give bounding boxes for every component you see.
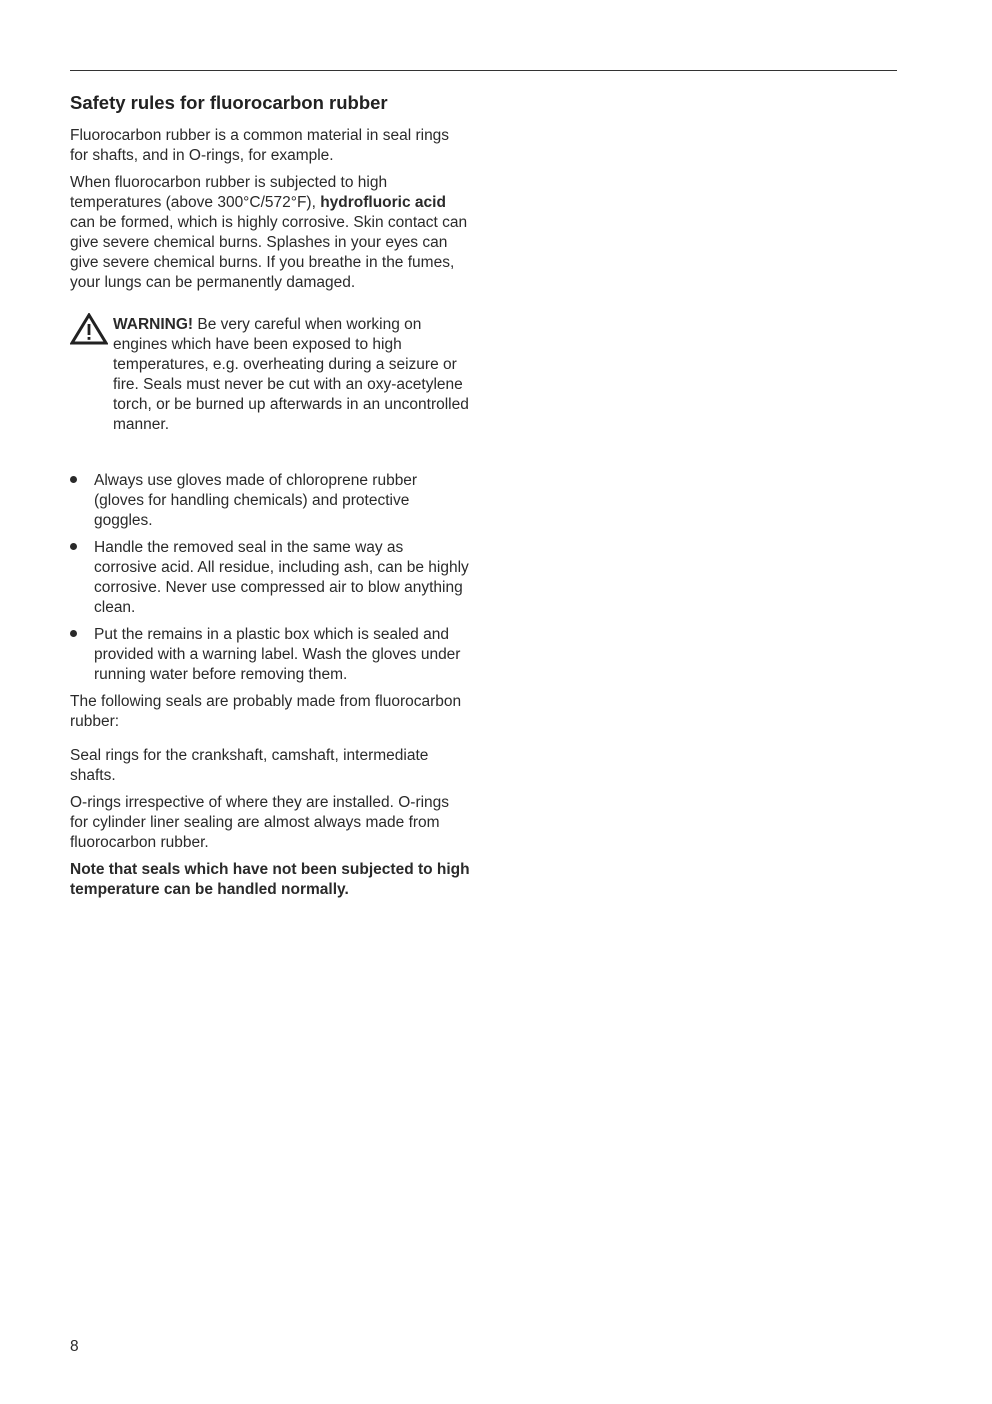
- warning-label: WARNING!: [113, 316, 194, 333]
- hazard-paragraph: [70, 173, 470, 293]
- intro-paragraph: Fluorocarbon rubber is a common material in seal rings for shafts, and in O-rings, for example.: [70, 127, 450, 164]
- list-item: Put the remains in a plastic box which is sealed and provided with a warning label. Wash the gloves under running water before removing them.: [70, 625, 470, 685]
- section-heading: Safety rules for fluorocarbon rubber: [70, 92, 388, 113]
- safety-list: [70, 471, 470, 685]
- note-paragraph: Note that seals which have not been subjected to high temperature can be handled normally.: [70, 861, 470, 898]
- content-column: [70, 90, 470, 907]
- o-rings-paragraph: O-rings irrespective of where they are installed. O-rings for cylinder liner sealing are almost always made from fluorocarbon rubber.: [70, 794, 450, 851]
- seal-rings-paragraph: Seal rings for the crankshaft, camshaft, intermediate shafts.: [70, 747, 429, 784]
- hazard-text-before: When fluorocarbon rubber is subjected to high temperatures (above 300°C/572°F),: [70, 174, 388, 211]
- hazard-text-after: can be formed, which is highly corrosive. Skin contact can give severe chemical burns. Splashes in your eyes can give severe chemical burns. If you breathe in the fumes, your lungs can be permanently damaged.: [70, 214, 468, 291]
- header-rule: [70, 70, 897, 71]
- bullet-icon: [70, 543, 77, 550]
- list-item: Always use gloves made of chloroprene rubber (gloves for handling chemicals) and protective goggles.: [70, 471, 470, 531]
- warning-triangle-icon: [70, 313, 108, 345]
- list-item: Handle the removed seal in the same way as corrosive acid. All residue, including ash, can be highly corrosive. Never use compressed air to blow anything clean.: [70, 538, 470, 618]
- seals-intro-paragraph: The following seals are probably made from fluorocarbon rubber:: [70, 693, 462, 730]
- bullet-icon: [70, 476, 77, 483]
- hazard-bold-term: hydrofluoric acid: [320, 194, 446, 211]
- bullet-icon: [70, 630, 77, 637]
- warning-block: [70, 315, 470, 435]
- warning-body: Be very careful when working on engines which have been exposed to high temperatures, e.g. overheating during a seizure or fire. Seals must never be cut with an oxy-acetylene torch, or be burned up afterwards in an uncontrolled manner.: [113, 316, 469, 433]
- warning-text: [113, 315, 470, 435]
- page-number: 8: [70, 1338, 79, 1355]
